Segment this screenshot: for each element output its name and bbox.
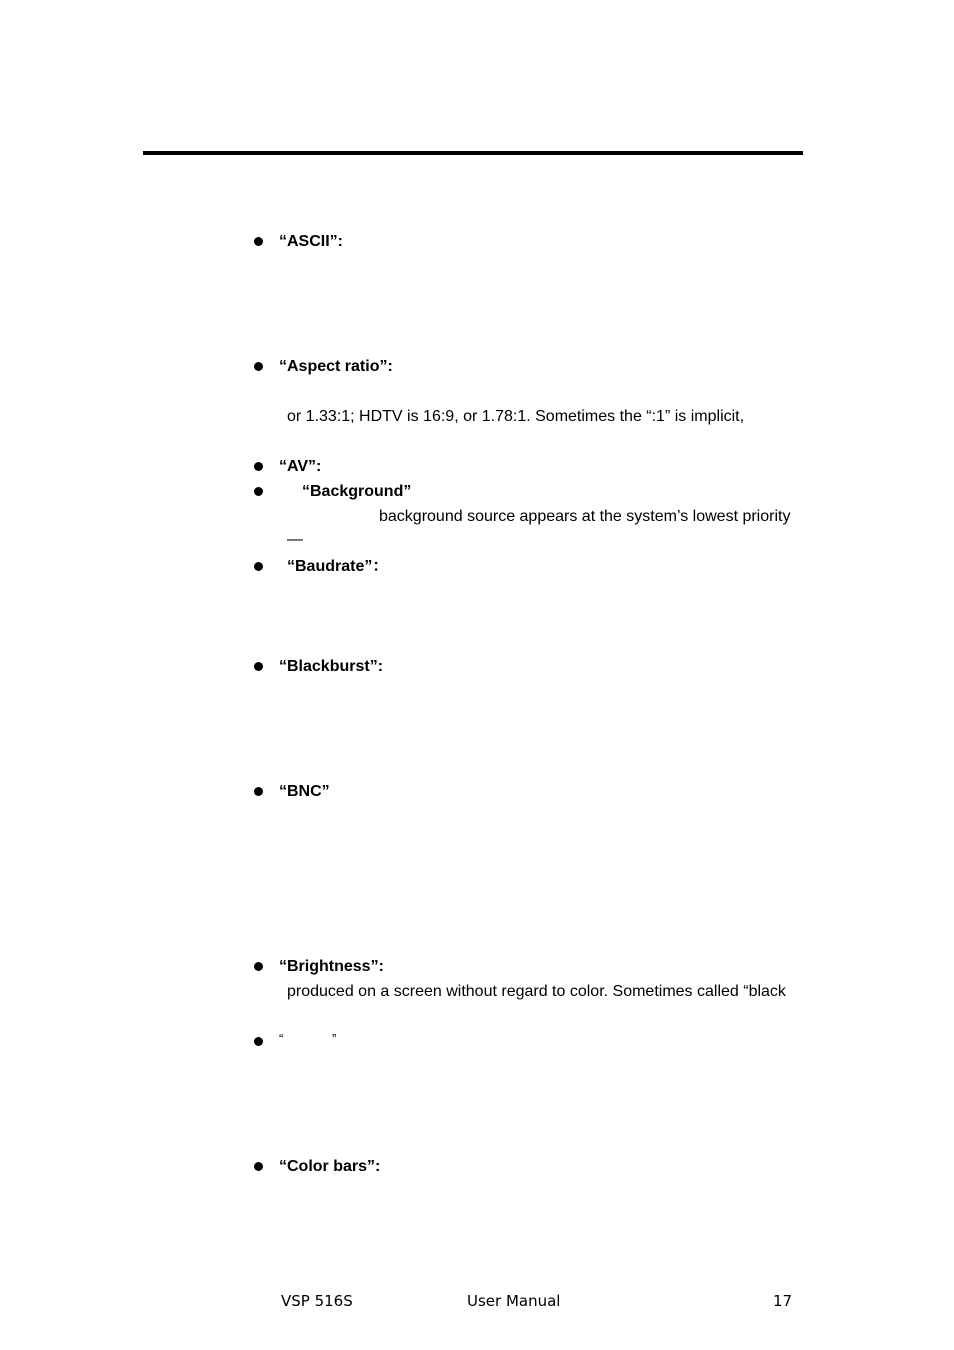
term-aspect-ratio: “Aspect ratio”: (279, 358, 393, 375)
term-blank-open-quote: “ (279, 1031, 284, 1046)
term-av: “AV”: (279, 458, 322, 475)
term-color-bars: “Color bars”: (279, 1158, 381, 1175)
brightness-text: produced on a screen without regard to color. Sometimes called “black (287, 983, 786, 1000)
bullet-icon (254, 1037, 263, 1046)
term-ascii: “ASCII”: (279, 233, 343, 250)
footer-page-number: 17 (773, 1292, 793, 1310)
footer-model: VSP 516S (281, 1292, 353, 1310)
bullet-icon (254, 1162, 263, 1171)
footer-title: User Manual (467, 1292, 561, 1310)
term-brightness: “Brightness”: (279, 958, 384, 975)
bullet-icon (254, 237, 263, 246)
background-dash: — (287, 531, 303, 548)
bullet-icon (254, 562, 263, 571)
term-blank-close-quote: ” (332, 1031, 337, 1046)
term-blackburst: “Blackburst”: (279, 658, 384, 675)
term-baudrate: “Baudrate”： (287, 558, 389, 575)
bullet-icon (254, 662, 263, 671)
term-background: “Background” (302, 483, 412, 500)
bullet-icon (254, 487, 263, 496)
background-text: background source appears at the system’s lowest priority (379, 508, 791, 525)
term-bnc: “BNC” (279, 783, 330, 800)
header-rule (143, 151, 803, 155)
aspect-ratio-text: or 1.33:1; HDTV is 16:9, or 1.78:1. Sometimes the “:1” is implicit, (287, 408, 745, 425)
bullet-icon (254, 362, 263, 371)
bullet-icon (254, 962, 263, 971)
bullet-icon (254, 462, 263, 471)
bullet-icon (254, 787, 263, 796)
